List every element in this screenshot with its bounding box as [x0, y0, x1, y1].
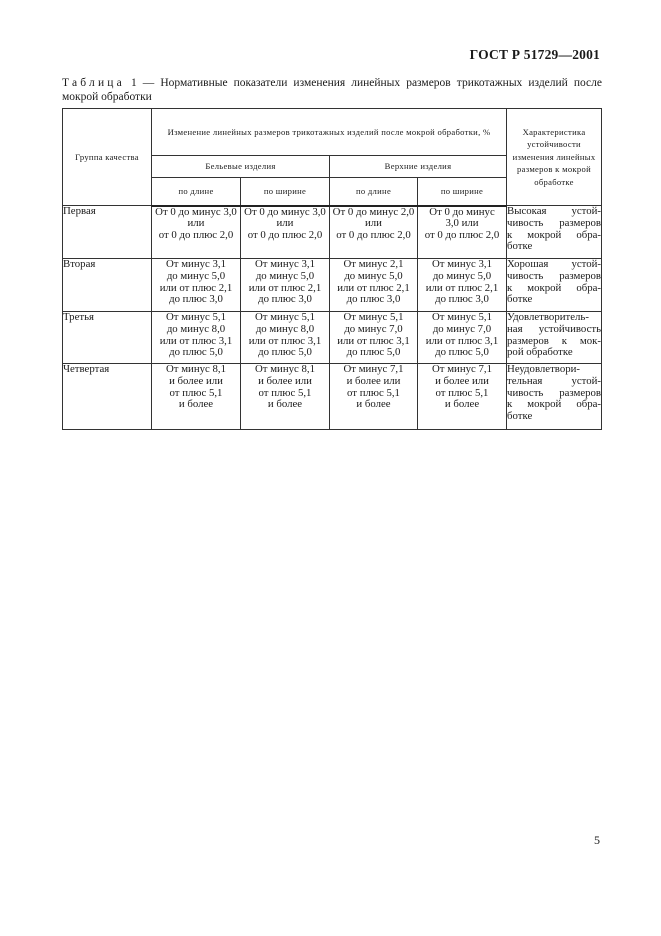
page-number: 5 — [594, 833, 600, 847]
outerwear-length-cell: От минус 5,1 до минус 7,0 или от плюс 3,1 до плюс 5,0 — [330, 312, 418, 364]
underwear-length-cell: От минус 3,1 до минус 5,0 или от плюс 2,1 до плюс 3,0 — [152, 259, 241, 312]
quality-group-cell: Третья — [63, 312, 152, 364]
standard-code: ГОСТ Р 51729—2001 — [469, 47, 600, 62]
quality-group-cell: Первая — [63, 206, 152, 259]
quality-group-cell: Четвертая — [63, 364, 152, 430]
table-caption-text: 1 — Нормативные показатели изменения линейных размеров трикотажных изделий после мокрой обработки — [62, 77, 602, 103]
header-quality-group: Группа качества — [63, 109, 152, 206]
underwear-width-cell: От минус 5,1 до минус 8,0 или от плюс 3,1 до плюс 5,0 — [241, 312, 330, 364]
characteristic-cell: Удовлетворитель- ная устойчивость размеров к мок- рой обработке — [507, 312, 602, 364]
quality-group-cell: Вторая — [63, 259, 152, 312]
table-caption — [62, 76, 602, 104]
table-row — [63, 364, 602, 430]
characteristic-cell: Высокая устой- чивость размеров к мокрой обра- ботке — [507, 206, 602, 259]
outerwear-width-cell: От 0 до минус 3,0 или от 0 до плюс 2,0 — [418, 206, 507, 259]
header-underwear-by-width: по ширине — [241, 178, 330, 206]
header-characteristic: Характеристика устойчивости изменения линейных размеров к мокрой обработке — [507, 109, 602, 206]
header-outerwear: Верхние изделия — [330, 156, 507, 178]
header-size-change: Изменение линейных размеров трикотажных изделий после мокрой обработки, % — [152, 109, 507, 156]
table-row — [63, 206, 602, 259]
underwear-width-cell: От минус 8,1 и более или от плюс 5,1 и более — [241, 364, 330, 430]
table-row — [63, 259, 602, 312]
underwear-width-cell: От минус 3,1 до минус 5,0 или от плюс 2,1 до плюс 3,0 — [241, 259, 330, 312]
outerwear-length-cell: От 0 до минус 2,0 или от 0 до плюс 2,0 — [330, 206, 418, 259]
header-underwear-by-length: по длине — [152, 178, 241, 206]
outerwear-width-cell: От минус 3,1 до минус 5,0 или от плюс 2,1 до плюс 3,0 — [418, 259, 507, 312]
underwear-length-cell: От 0 до минус 3,0 или от 0 до плюс 2,0 — [152, 206, 241, 259]
table-row — [63, 312, 602, 364]
table-caption-label: Таблица — [62, 77, 125, 89]
outerwear-length-cell: От минус 2,1 до минус 5,0 или от плюс 2,1 до плюс 3,0 — [330, 259, 418, 312]
outerwear-width-cell: От минус 5,1 до минус 7,0 или от плюс 3,1 до плюс 5,0 — [418, 312, 507, 364]
characteristic-cell: Неудовлетвори- тельная устой- чивость размеров к мокрой обра- ботке — [507, 364, 602, 430]
outerwear-width-cell: От минус 7,1 и более или от плюс 5,1 и более — [418, 364, 507, 430]
underwear-width-cell: От 0 до минус 3,0 или от 0 до плюс 2,0 — [241, 206, 330, 259]
characteristic-cell: Хорошая устой- чивость размеров к мокрой обра- ботке — [507, 259, 602, 312]
header-underwear: Бельевые изделия — [152, 156, 330, 178]
header-outerwear-by-length: по длине — [330, 178, 418, 206]
underwear-length-cell: От минус 5,1 до минус 8,0 или от плюс 3,1 до плюс 5,0 — [152, 312, 241, 364]
header-outerwear-by-width: по ширине — [418, 178, 507, 206]
outerwear-length-cell: От минус 7,1 и более или от плюс 5,1 и более — [330, 364, 418, 430]
norms-table — [62, 108, 602, 430]
underwear-length-cell: От минус 8,1 и более или от плюс 5,1 и более — [152, 364, 241, 430]
